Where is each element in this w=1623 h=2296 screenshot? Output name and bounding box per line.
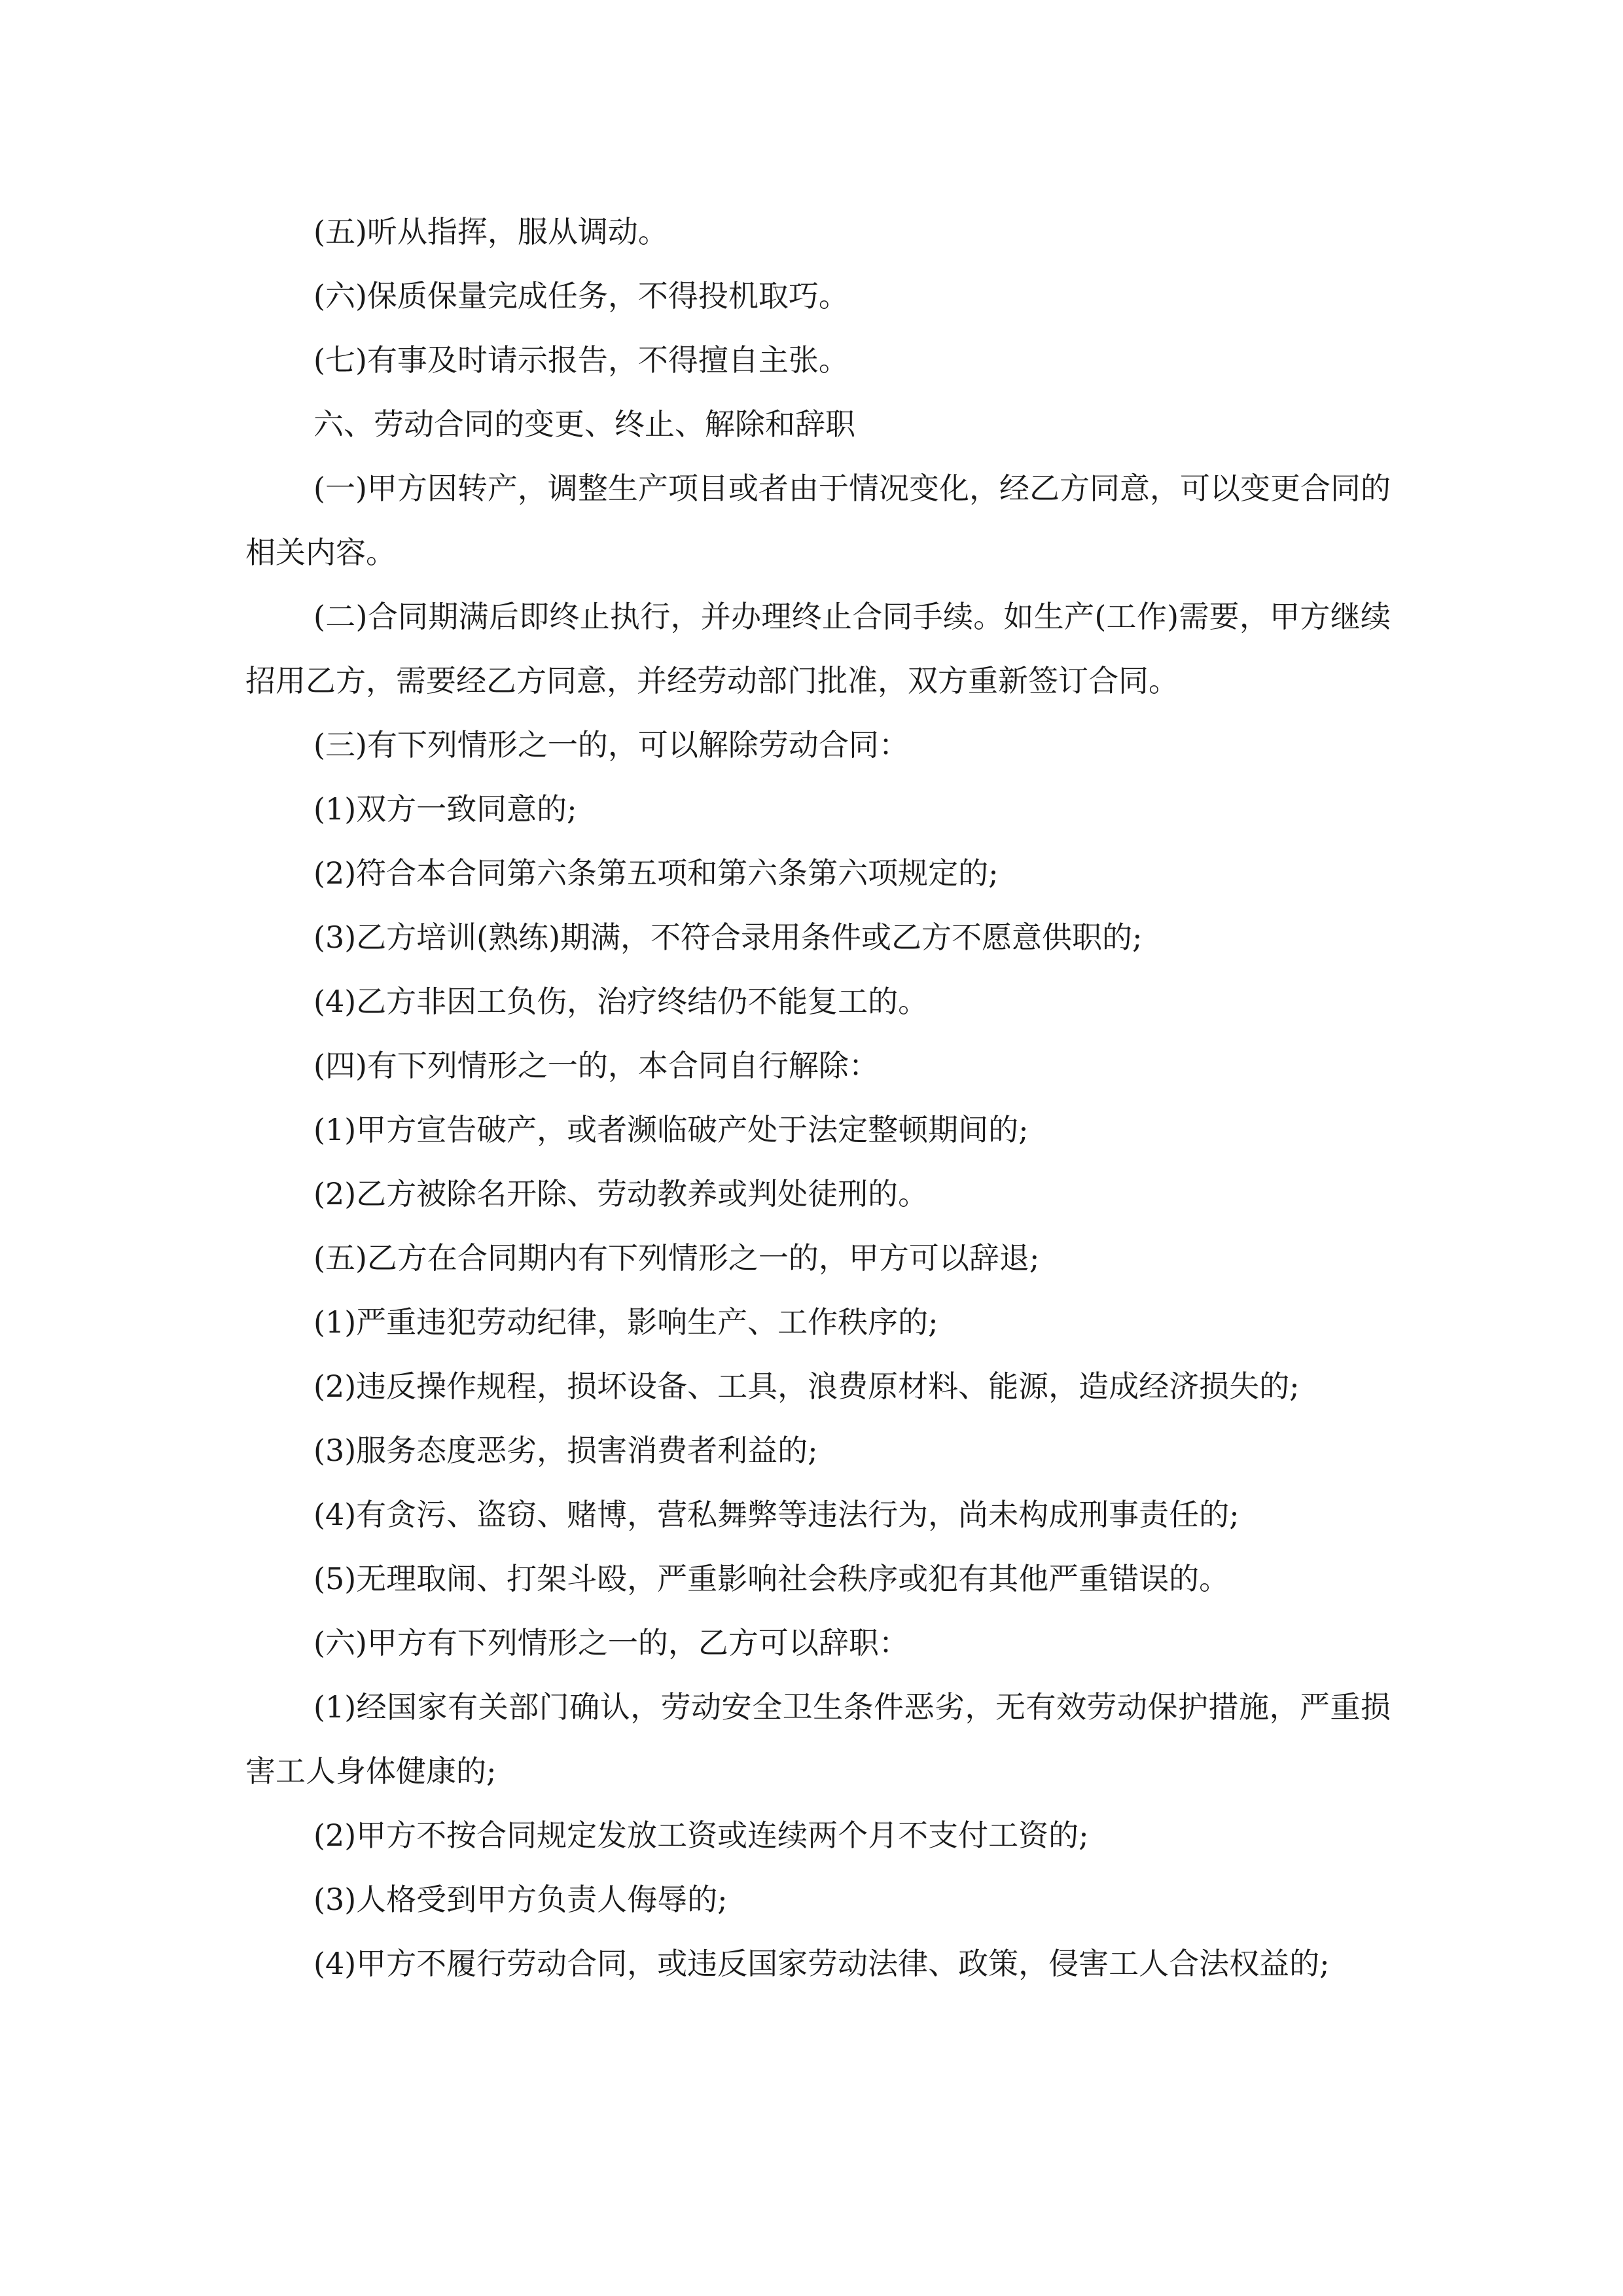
section-heading-six: 六、劳动合同的变更、终止、解除和辞职 [313,406,855,442]
list-item: (2)符合本合同第六条第五项和第六条第六项规定的; [313,855,999,891]
paragraph-dismissal-conditions: (五)乙方在合同期内有下列情形之一的，甲方可以辞退; [313,1240,1040,1276]
paragraph-contract-expiry: (二)合同期满后即终止执行，并办理终止合同手续。如生产(工作)需要，甲方继续招用乙方，需要经乙方同意，并经劳动部门批准，双方重新签订合同。 [245,599,1391,698]
list-item: (3)乙方培训(熟练)期满，不符合录用条件或乙方不愿意供职的; [313,920,1143,955]
paragraph-automatic-termination: (四)有下列情形之一的，本合同自行解除： [313,1048,879,1083]
list-item: (2)乙方被除名开除、劳动教养或判处徒刑的。 [313,1176,929,1211]
list-item: (3)人格受到甲方负责人侮辱的; [313,1882,728,1917]
paragraph-item-6-quality: (六)保质保量完成任务，不得投机取巧。 [313,278,849,314]
paragraph-item-7-report: (七)有事及时请示报告，不得擅自主张。 [313,342,849,378]
paragraph-termination-conditions: (三)有下列情形之一的，可以解除劳动合同： [313,727,909,762]
list-item: (4)甲方不履行劳动合同，或违反国家劳动法律、政策，侵害工人合法权益的; [313,1946,1330,1981]
list-item: (1)经国家有关部门确认，劳动安全卫生条件恶劣，无有效劳动保护措施，严重损害工人身体健康的; [245,1689,1391,1789]
paragraph-resignation-conditions: (六)甲方有下列情形之一的，乙方可以辞职： [313,1625,909,1660]
list-item: (3)服务态度恶劣，损害消费者利益的; [313,1433,818,1468]
list-item: (2)违反操作规程，损坏设备、工具，浪费原材料、能源，造成经济损失的; [313,1369,1300,1404]
list-item: (4)有贪污、盗窃、赌博，营私舞弊等违法行为，尚未构成刑事责任的; [313,1497,1240,1532]
paragraph-item-5-obey: (五)听从指挥，服从调动。 [313,214,668,249]
list-item: (1)甲方宣告破产，或者濒临破产处于法定整顿期间的; [313,1112,1029,1147]
list-item: (1)严重违犯劳动纪律，影响生产、工作秩序的; [313,1304,938,1340]
list-item: (2)甲方不按合同规定发放工资或连续两个月不支付工资的; [313,1818,1089,1853]
document-body [245,200,1391,1996]
list-item: (4)乙方非因工负伤，治疗终结仍不能复工的。 [313,984,929,1019]
list-item: (5)无理取闹、打架斗殴，严重影响社会秩序或犯有其他严重错误的。 [313,1561,1230,1596]
paragraph-change-contract: (一)甲方因转产，调整生产项目或者由于情况变化，经乙方同意，可以变更合同的相关内容。 [245,471,1391,570]
list-item: (1)双方一致同意的; [313,791,577,827]
